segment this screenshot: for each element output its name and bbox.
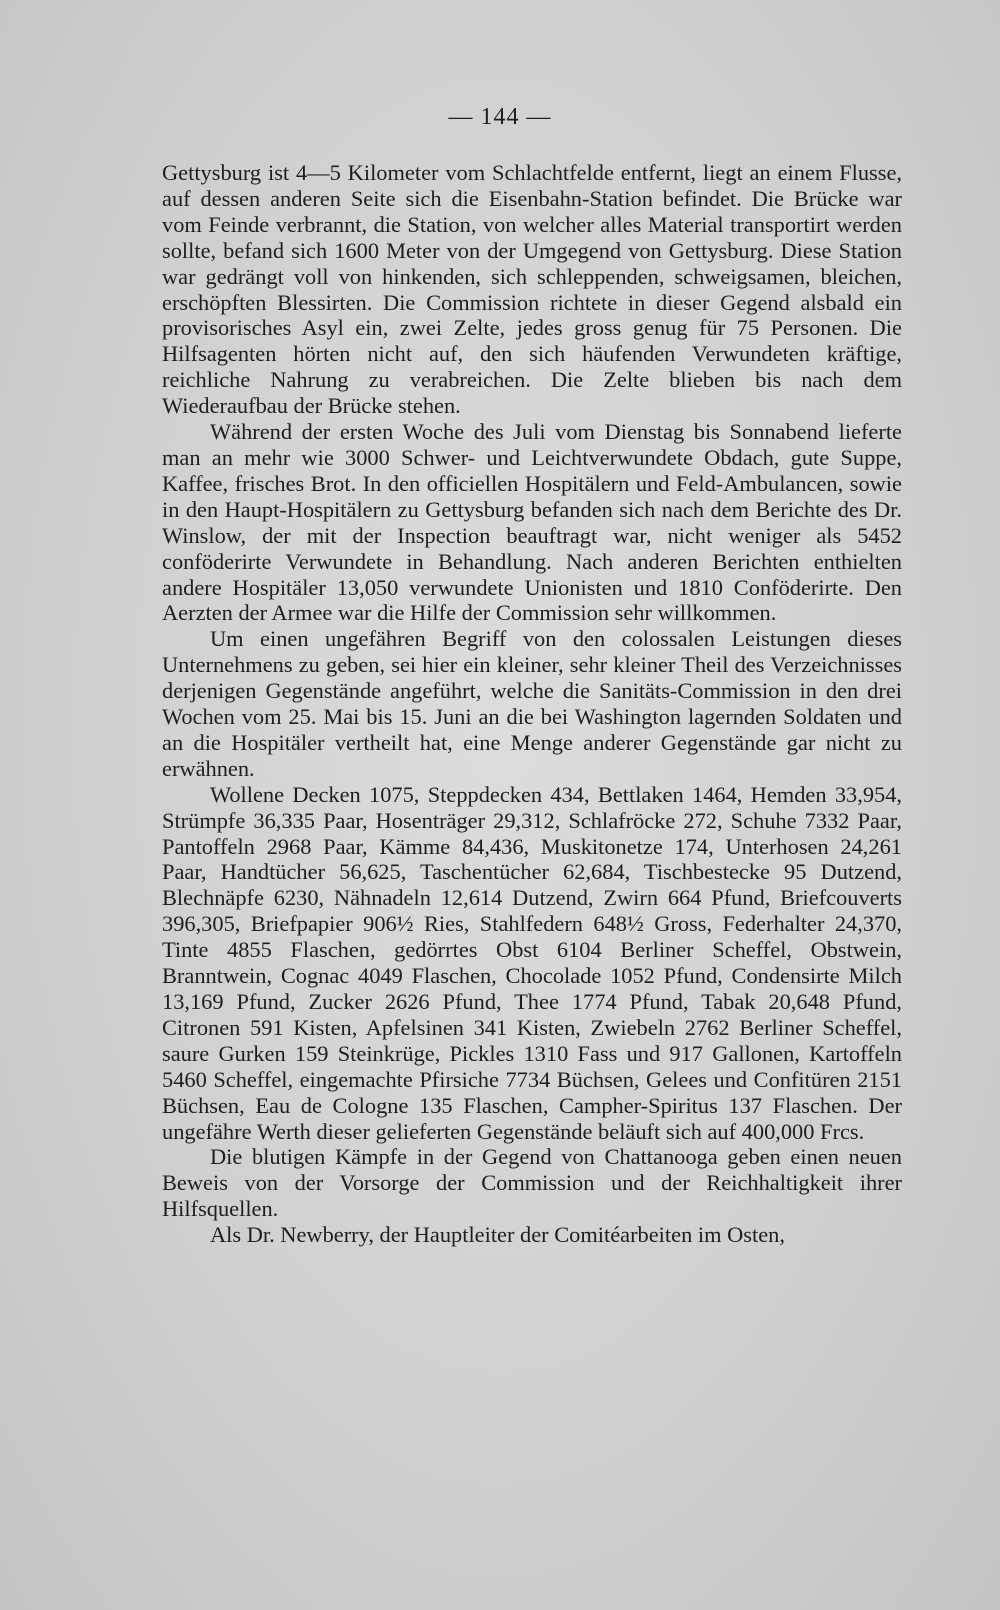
paragraph-inventory-list: Wollene Decken 1075, Steppdecken 434, Bettlaken 1464, Hemden 33,954, Strümpfe 36,335 Paar, Hosenträger 29,312, Schlafröcke 272, Schuhe 7332 Paar, Pantoffeln 2968 Paar, Kämme 84,436, Muskitonetze 174, Unterhosen 24,261 Paar, Handtücher 56,625, Taschentücher 62,684, Tischbestecke 95 Dutzend, Blechnäpfe 6230, Nähnadeln 12,614 Dutzend, Zwirn 664 Pfund, Briefcouverts 396,305, Briefpapier 906½ Ries, Stahlfedern 648½ Gross, Federhalter 24,370, Tinte 4855 Flaschen, gedörrtes Obst 6104 Berliner Scheffel, Obstwein, Branntwein, Cognac 4049 Flaschen, Chocolade 1052 Pfund, Condensirte Milch 13,169 Pfund, Zucker 2626 Pfund, Thee 1774 Pfund, Tabak 20,648 Pfund, Citronen 591 Kisten, Apfelsinen 341 Kisten, Zwiebeln 2762 Berliner Scheffel, saure Gurken 159 Steinkrüge, Pickles 1310 Fass und 917 Gallonen, Kartoffeln 5460 Scheffel, eingemachte Pfirsiche 7734 Büchsen, Gelees und Confitüren 2151 Büchsen, Eau de Cologne 135 Flaschen, Campher-Spiritus 137 Flaschen. Der ungefähre Werth dieser gelieferten Gegenstände beläuft sich auf 400,000 Frcs. — [162, 781, 902, 1144]
body-text — [162, 160, 902, 1248]
paragraph-commission-inventory-intro: Um einen ungefähren Begriff von den colossalen Leistungen dieses Unternehmens zu geben, sei hier ein kleiner, sehr kleiner Theil des Verzeichnisses derjenigen Gegenstände angeführt, welche die Sanitäts-Commission in den drei Wochen vom 25. Mai bis 15. Juni an die bei Washington lagernden Soldaten und an die Hospitäler vertheilt hat, eine Menge anderer Gegenstände gar nicht zu erwähnen. — [162, 626, 902, 781]
paragraph-chattanooga: Die blutigen Kämpfe in der Gegend von Chattanooga geben einen neuen Beweis von der Vorsorge der Commission und der Reichhaltigkeit ihrer Hilfsquellen. — [162, 1144, 902, 1222]
paragraph-gettysburg-station: Gettysburg ist 4—5 Kilometer vom Schlachtfelde entfernt, liegt an einem Flusse, auf dessen anderen Seite sich die Eisenbahn-Station befindet. Die Brücke war vom Feinde verbrannt, die Station, von welcher alles Material transportirt werden sollte, befand sich 1600 Meter von der Umgegend von Gettysburg. Diese Station war gedrängt voll von hinkenden, sich schleppenden, schweigsamen, bleichen, erschöpften Blessirten. Die Commission richtete in dieser Gegend alsbald ein provisorisches Asyl ein, zwei Zelte, jedes gross genug für 75 Personen. Die Hilfsagenten hörten nicht auf, den sich häufenden Verwundeten kräftige, reichliche Nahrung zu verabreichen. Die Zelte blieben bis nach dem Wiederaufbau der Brücke stehen. — [162, 160, 902, 419]
paragraph-july-week: Während der ersten Woche des Juli vom Dienstag bis Sonnabend lieferte man an mehr wie 3000 Schwer- und Leichtverwundete Obdach, gute Suppe, Kaffee, frisches Brot. In den officiellen Hospitälern und Feld-Ambulancen, sowie in den Haupt-Hospitälern zu Gettysburg befanden sich nach dem Berichte des Dr. Winslow, der mit der Inspection beauftragt war, nicht weniger als 5452 conföderirte Verwundete in Behandlung. Nach anderen Berichten enthielten andere Hospitäler 13,050 verwundete Unionisten und 1810 Conföderirte. Den Aerzten der Armee war die Hilfe der Commission sehr willkommen. — [162, 419, 902, 626]
page-number: — 144 — — [448, 104, 552, 130]
paragraph-newberry: Als Dr. Newberry, der Hauptleiter der Comitéarbeiten im Osten, — [210, 1222, 785, 1248]
